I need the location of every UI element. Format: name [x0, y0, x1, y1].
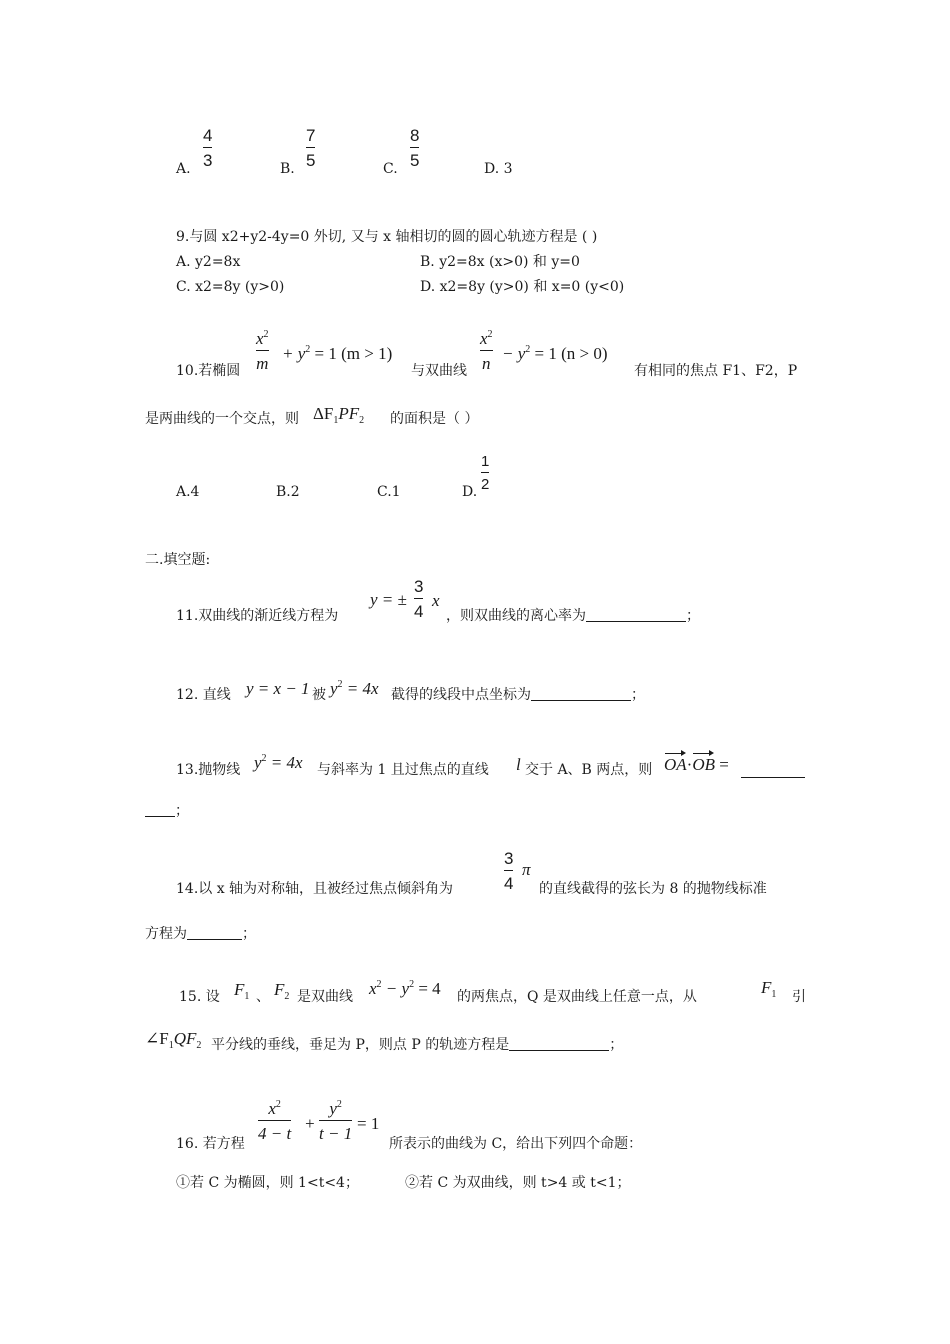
q10-triangle: $\Delta F_1PF_2$	[313, 404, 365, 426]
q15-f1: $F_1$	[234, 980, 250, 1002]
q16-proposition-1: ①若 C 为椭圆，则 1<t<4；	[176, 1175, 359, 1191]
q11-answer-blank[interactable]	[586, 621, 686, 622]
q10-ellipse-rest: + $y^2 = 1$ (m > 1)	[282, 344, 393, 363]
q15-f1-again: $F_1$	[761, 978, 777, 1000]
q12-end: 截得的线段中点坐标为 ；	[391, 687, 645, 703]
q15-answer-blank[interactable]	[509, 1050, 609, 1051]
vector-ob: OB	[692, 755, 716, 774]
q15-separator: 、	[256, 989, 270, 1005]
q15-start: 15. 设	[179, 989, 220, 1005]
q13-parabola: $y^2 = 4x$	[254, 753, 303, 772]
q10-option-d-fraction: 1 2	[481, 453, 490, 493]
q14-pi: π	[522, 860, 531, 879]
q12-start: 12. 直线	[176, 687, 231, 703]
q10-option-c: C.1	[377, 484, 401, 500]
q14-end: 的直线截得的弦长为 8 的抛物线标准	[539, 881, 767, 897]
q11-eq-x: x	[432, 591, 440, 610]
q15-mid2: 的两焦点，Q 是双曲线上任意一点，从	[457, 989, 697, 1005]
q8-option-b-label: B.	[280, 161, 295, 177]
q8-option-d: D. 3	[484, 161, 513, 177]
q9-option-d: D. x2=8y (y>0) 和 x=0 (y<0)	[420, 279, 625, 295]
q15-hyperbola: $x^2 - y^2 = 4$	[369, 979, 441, 998]
q16-start: 16. 若方程	[176, 1136, 245, 1152]
q8-option-c-fraction: 8 5	[410, 126, 420, 170]
q11-end: ，则双曲线的离心率为 ；	[446, 608, 700, 624]
q10-line2-start: 是两曲线的一个交点，则	[145, 411, 299, 427]
q10-stem-end: 有相同的焦点 F1、F2，P	[634, 363, 798, 379]
q15-angle: $\angle F_1QF_2$	[145, 1029, 202, 1051]
q14-line2: 方程为 ；	[145, 926, 256, 942]
q12-mid: 被	[312, 687, 326, 703]
section-fill-in-heading: 二.填空题:	[145, 552, 211, 568]
q13-mid: 与斜率为 1 且过焦点的直线	[317, 762, 489, 778]
q13-line-l: l	[516, 755, 521, 774]
q13-line2: ；	[145, 804, 189, 818]
q10-mid: 与双曲线	[411, 363, 467, 379]
vector-oa: OA	[664, 755, 687, 774]
q14-answer-blank[interactable]	[187, 939, 242, 940]
q10-hyperbola-rest: − $y^2 = 1$ (n > 0)	[502, 344, 608, 363]
q16-fraction-1: $x^2$ 4 − t	[258, 1099, 292, 1143]
q14-start: 14.以 x 轴为对称轴，且被经过焦点倾斜角为	[176, 881, 454, 897]
q10-line2-end: 的面积是（ ）	[390, 411, 479, 427]
q8-option-a-fraction: 4 3	[203, 126, 213, 170]
q11-start: 11.双曲线的渐近线方程为	[176, 608, 339, 624]
q15-f2: $F_2$	[274, 980, 290, 1002]
q10-option-a: A.4	[176, 484, 200, 500]
q16-end: 所表示的曲线为 C，给出下列四个命题：	[389, 1136, 643, 1152]
q9-option-a: A. y2=8x	[176, 254, 241, 270]
q11-eq-y: y = ±	[370, 590, 407, 609]
q9-option-c: C. x2=8y (y>0)	[176, 279, 285, 295]
q8-option-a-label: A.	[176, 161, 191, 177]
q15-mid: 是双曲线	[297, 989, 353, 1005]
q15-end: 引	[792, 989, 806, 1005]
q16-plus: +	[304, 1114, 316, 1133]
q13-start: 13.抛物线	[176, 762, 241, 778]
q10-hyperbola-fraction: $x^2$ n	[480, 329, 493, 373]
q13-answer-blank-part2[interactable]	[145, 816, 175, 817]
q13-mid2: 交于 A、B 两点，则	[525, 762, 653, 778]
q8-option-c-label: C.	[383, 161, 398, 177]
q13-answer-blank-part1[interactable]	[741, 763, 805, 778]
q9-stem: 9.与圆 x2+y2-4y=0 外切, 又与 x 轴相切的圆的圆心轨迹方程是 ( )	[176, 229, 598, 245]
q11-fraction: 3 4	[414, 577, 424, 621]
q12-parabola: $y^2 = 4x$	[330, 679, 379, 698]
q12-answer-blank[interactable]	[531, 700, 631, 701]
q14-fraction: 3 4	[504, 849, 514, 893]
q16-fraction-2: $y^2$ t − 1	[319, 1099, 353, 1143]
q16-proposition-2: ②若 C 为双曲线，则 t>4 或 t<1；	[405, 1175, 631, 1191]
q15-line2: 平分线的垂线，垂足为 P，则点 P 的轨迹方程是 ；	[211, 1037, 624, 1053]
q10-option-b: B.2	[276, 484, 300, 500]
q10-option-d-label: D.	[462, 484, 478, 500]
q12-line-eq: y = x − 1	[246, 679, 310, 698]
q16-eq: = 1	[357, 1114, 380, 1133]
q13-dot-product: OA·OB =	[664, 755, 729, 774]
q8-option-b-fraction: 7 5	[306, 126, 316, 170]
q10-stem-start: 10.若椭圆	[176, 363, 241, 379]
q10-ellipse-fraction: $x^2$ m	[256, 329, 269, 373]
q9-option-b: B. y2=8x (x>0) 和 y=0	[420, 254, 580, 270]
